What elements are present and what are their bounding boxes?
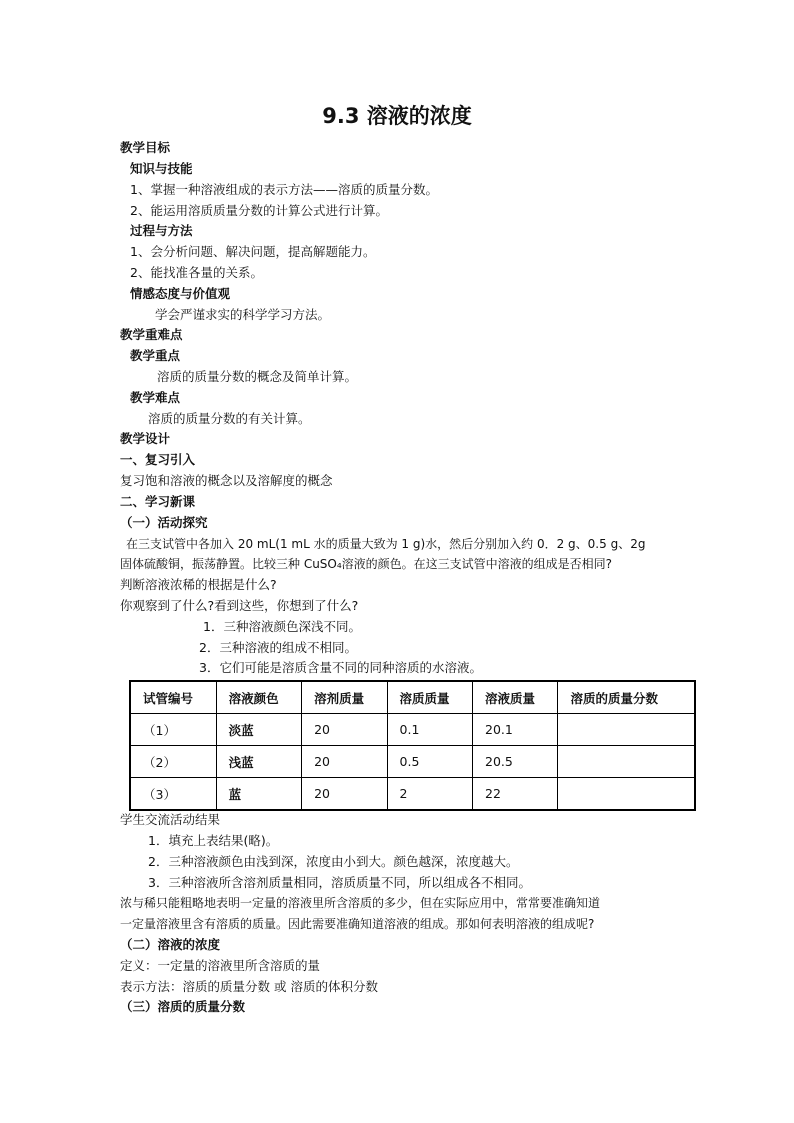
- list-item: 1．三种溶液颜色深浅不同。: [203, 619, 361, 634]
- table-row: [130, 746, 695, 778]
- subsection-heading: 情感态度与价值观: [130, 286, 231, 301]
- table-cell: 0.1: [387, 714, 472, 746]
- list-item: 3．它们可能是溶质含量不同的同种溶质的水溶液。: [199, 660, 482, 675]
- table-cell: 22: [473, 778, 558, 811]
- table-cell: 20.5: [473, 746, 558, 778]
- table-cell: [558, 746, 695, 778]
- table-cell: 蓝: [216, 778, 301, 811]
- table-header-cell: 溶液颜色: [216, 681, 301, 714]
- section-heading: 二、学习新课: [120, 494, 196, 509]
- table-header-cell: 溶剂质量: [302, 681, 387, 714]
- text-line: 学生交流活动结果: [120, 812, 221, 827]
- text-line: 表示方法：溶质的质量分数 或 溶质的体积分数: [120, 979, 378, 994]
- list-item: 2．三种溶液的组成不相同。: [199, 640, 357, 655]
- section-heading: 一、复习引入: [120, 452, 196, 467]
- list-item: 1．填充上表结果(略)。: [148, 833, 279, 848]
- table-header-row: [130, 681, 695, 714]
- table-row: [130, 778, 695, 811]
- subsection-heading: 教学难点: [130, 390, 181, 405]
- table-cell: [558, 778, 695, 811]
- table-header-cell: 试管编号: [130, 681, 216, 714]
- table-cell: （2）: [130, 746, 216, 778]
- text-line: 溶质的质量分数的概念及简单计算。: [157, 369, 358, 384]
- page-title: 9.3 溶液的浓度: [322, 104, 472, 128]
- table-cell: 20: [302, 714, 387, 746]
- text-line: 固体硫酸铜，振荡静置。比较三种 CuSO₄溶液的颜色。在这三支试管中溶液的组成是否相同?: [120, 557, 613, 571]
- subsection-heading: （二）溶液的浓度: [120, 937, 221, 952]
- text-line: 定义：一定量的溶液里所含溶质的量: [120, 958, 321, 973]
- subsection-heading: （三）溶质的质量分数: [120, 999, 246, 1014]
- text-line: 在三支试管中各加入 20 mL(1 mL 水的质量大致为 1 g)水，然后分别加入约 0．2 g、0.5 g、2g: [126, 537, 646, 551]
- table-cell: 20: [302, 778, 387, 811]
- section-heading: 教学设计: [120, 431, 171, 446]
- text-line: 学会严谨求实的科学学习方法。: [155, 307, 331, 322]
- list-item: 3．三种溶液所含溶剂质量相同，溶质质量不同，所以组成各不相同。: [148, 875, 531, 890]
- text-line: 一定量溶液里含有溶质的质量。因此需要准确知道溶液的组成。那如何表明溶液的组成呢?: [120, 917, 595, 931]
- subsection-heading: （一）活动探究: [120, 515, 208, 530]
- section-heading: 教学目标: [120, 140, 171, 155]
- table-cell: 2: [387, 778, 472, 811]
- text-line: 1、掌握一种溶液组成的表示方法——溶质的质量分数。: [130, 182, 438, 197]
- table-cell: 20.1: [473, 714, 558, 746]
- results-table: [129, 680, 696, 811]
- text-line: 2、能运用溶质质量分数的计算公式进行计算。: [130, 203, 388, 218]
- text-line: 判断溶液浓稀的根据是什么?: [120, 577, 277, 592]
- subsection-heading: 知识与技能: [130, 161, 193, 176]
- table-cell: 0.5: [387, 746, 472, 778]
- table-header-cell: 溶质质量: [387, 681, 472, 714]
- table-header-cell: 溶液质量: [473, 681, 558, 714]
- table-cell: [558, 714, 695, 746]
- table-cell: 20: [302, 746, 387, 778]
- table-cell: 淡蓝: [216, 714, 301, 746]
- subsection-heading: 教学重点: [130, 348, 181, 363]
- text-line: 1、会分析问题、解决问题，提高解题能力。: [130, 244, 376, 259]
- table-cell: 浅蓝: [216, 746, 301, 778]
- text-line: 溶质的质量分数的有关计算。: [148, 411, 311, 426]
- text-line: 2、能找准各量的关系。: [130, 265, 263, 280]
- table-cell: （1）: [130, 714, 216, 746]
- text-line: 浓与稀只能粗略地表明一定量的溶液里所含溶质的多少，但在实际应用中，常常要准确知道: [120, 896, 601, 910]
- table-row: [130, 714, 695, 746]
- table-header-cell: 溶质的质量分数: [558, 681, 695, 714]
- section-heading: 教学重难点: [120, 327, 183, 342]
- text-line: 你观察到了什么?看到这些，你想到了什么?: [120, 598, 359, 613]
- subsection-heading: 过程与方法: [130, 223, 193, 238]
- list-item: 2．三种溶液颜色由浅到深，浓度由小到大。颜色越深，浓度越大。: [148, 854, 519, 869]
- text-line: 复习饱和溶液的概念以及溶解度的概念: [120, 473, 333, 488]
- table-cell: （3）: [130, 778, 216, 811]
